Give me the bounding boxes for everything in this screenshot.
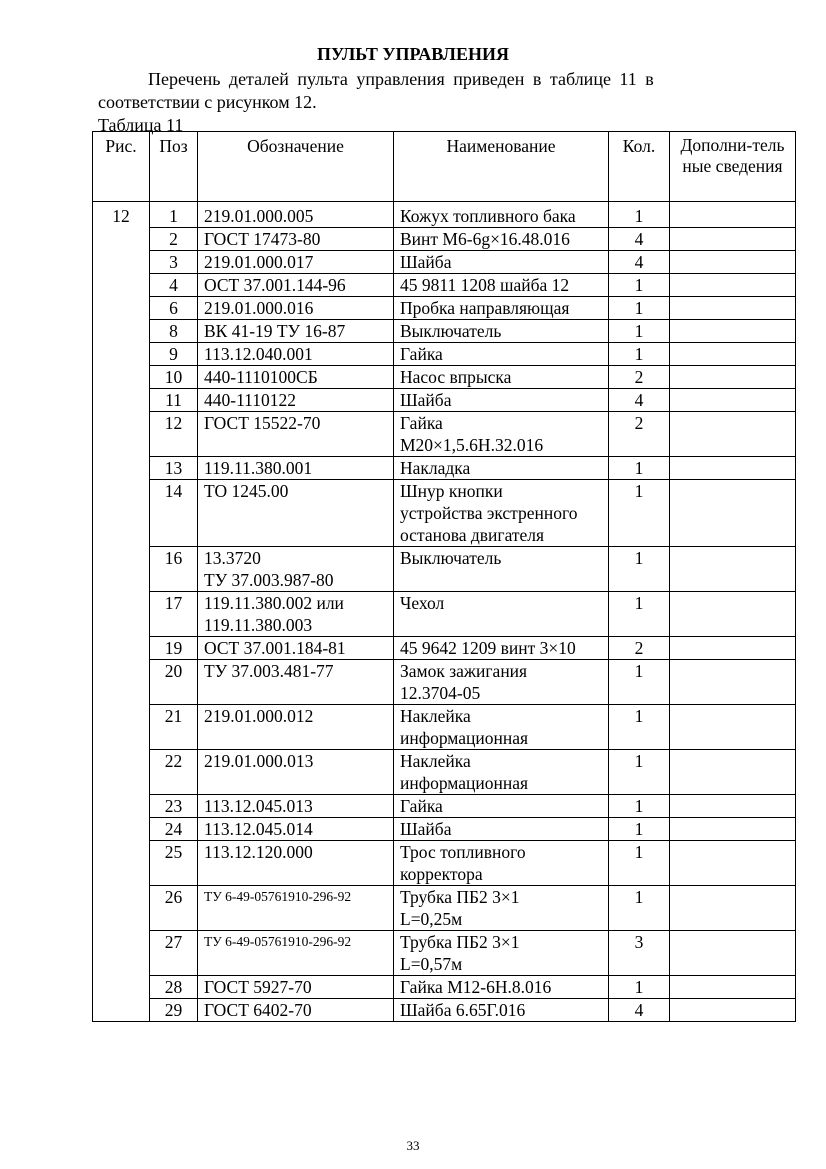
- table-body: [93, 202, 796, 1022]
- cell-figure: [93, 637, 150, 660]
- cell-designation: 219.01.000.013: [198, 750, 394, 795]
- table-row: [93, 320, 796, 343]
- cell-extra: [670, 841, 796, 886]
- cell-qty: 1: [609, 841, 670, 886]
- cell-qty: 1: [609, 818, 670, 841]
- cell-figure: [93, 841, 150, 886]
- cell-pos: 25: [150, 841, 198, 886]
- cell-name: Наклейка информационная: [394, 750, 609, 795]
- cell-designation: ОСТ 37.001.144-96: [198, 274, 394, 297]
- cell-figure: [93, 705, 150, 750]
- cell-extra: [670, 343, 796, 366]
- cell-figure: [93, 366, 150, 389]
- cell-name: Выключатель: [394, 320, 609, 343]
- cell-designation: ГОСТ 15522-70: [198, 412, 394, 457]
- table-row: [93, 999, 796, 1022]
- cell-qty: 1: [609, 750, 670, 795]
- cell-figure: [93, 976, 150, 999]
- cell-name: Чехол: [394, 592, 609, 637]
- table-row: [93, 818, 796, 841]
- cell-extra: [670, 366, 796, 389]
- cell-name: 45 9811 1208 шайба 12: [394, 274, 609, 297]
- cell-pos: 29: [150, 999, 198, 1022]
- cell-pos: 21: [150, 705, 198, 750]
- cell-designation: ГОСТ 5927-70: [198, 976, 394, 999]
- cell-pos: 9: [150, 343, 198, 366]
- cell-qty: 1: [609, 976, 670, 999]
- cell-designation: 113.12.045.014: [198, 818, 394, 841]
- table-row: [93, 228, 796, 251]
- cell-designation: 219.01.000.005: [198, 202, 394, 228]
- cell-name: 45 9642 1209 винт 3×10: [394, 637, 609, 660]
- cell-qty: 1: [609, 480, 670, 547]
- cell-pos: 27: [150, 931, 198, 976]
- cell-extra: [670, 750, 796, 795]
- cell-name: Винт М6-6g×16.48.016: [394, 228, 609, 251]
- cell-designation: ГОСТ 17473-80: [198, 228, 394, 251]
- cell-figure: [93, 274, 150, 297]
- cell-qty: 2: [609, 637, 670, 660]
- cell-designation: 440-1110122: [198, 389, 394, 412]
- cell-name: Кожух топливного бака: [394, 202, 609, 228]
- table-row: [93, 750, 796, 795]
- cell-pos: 14: [150, 480, 198, 547]
- cell-extra: [670, 886, 796, 931]
- cell-qty: 1: [609, 297, 670, 320]
- table-row: [93, 592, 796, 637]
- cell-name: Гайка: [394, 795, 609, 818]
- cell-extra: [670, 931, 796, 976]
- cell-pos: 23: [150, 795, 198, 818]
- cell-name: Пробка направляющая: [394, 297, 609, 320]
- cell-qty: 1: [609, 274, 670, 297]
- table-row: [93, 343, 796, 366]
- cell-figure: 12: [93, 202, 150, 228]
- cell-qty: 2: [609, 412, 670, 457]
- cell-extra: [670, 457, 796, 480]
- cell-extra: [670, 705, 796, 750]
- cell-figure: [93, 389, 150, 412]
- table-row: [93, 389, 796, 412]
- intro-line-2: соответствии с рисунком 12.: [98, 92, 317, 112]
- cell-designation: ТУ 6-49-05761910-296-92: [198, 886, 394, 931]
- cell-extra: [670, 297, 796, 320]
- cell-extra: [670, 202, 796, 228]
- cell-name: Трубка ПБ2 3×1 L=0,57м: [394, 931, 609, 976]
- cell-designation: ТУ 37.003.481-77: [198, 660, 394, 705]
- cell-qty: 2: [609, 366, 670, 389]
- cell-qty: 4: [609, 228, 670, 251]
- table-row: [93, 366, 796, 389]
- cell-pos: 28: [150, 976, 198, 999]
- cell-figure: [93, 660, 150, 705]
- cell-designation: ВК 41-19 ТУ 16-87: [198, 320, 394, 343]
- cell-figure: [93, 480, 150, 547]
- cell-qty: 4: [609, 999, 670, 1022]
- cell-extra: [670, 999, 796, 1022]
- cell-designation: 440-1110100СБ: [198, 366, 394, 389]
- cell-name: Трос топливного корректора: [394, 841, 609, 886]
- intro-line-1: Перечень деталей пульта управления приведен в таблице 11 в: [148, 69, 654, 89]
- cell-pos: 6: [150, 297, 198, 320]
- cell-pos: 22: [150, 750, 198, 795]
- cell-extra: [670, 637, 796, 660]
- cell-qty: 4: [609, 251, 670, 274]
- table-row: [93, 547, 796, 592]
- cell-figure: [93, 297, 150, 320]
- cell-name: Гайка: [394, 343, 609, 366]
- cell-qty: 3: [609, 931, 670, 976]
- header-fig: Рис.: [93, 132, 150, 202]
- parts-table: [92, 131, 796, 1022]
- header-extra: Дополни-тельные сведения: [670, 132, 796, 202]
- cell-pos: 11: [150, 389, 198, 412]
- cell-name: Шайба: [394, 818, 609, 841]
- cell-qty: 1: [609, 343, 670, 366]
- cell-name: Замок зажигания 12.3704-05: [394, 660, 609, 705]
- table-header-row: [93, 132, 796, 202]
- cell-name: Трубка ПБ2 3×1 L=0,25м: [394, 886, 609, 931]
- cell-figure: [93, 795, 150, 818]
- table-row: [93, 976, 796, 999]
- cell-qty: 1: [609, 886, 670, 931]
- header-qty: Кол.: [609, 132, 670, 202]
- cell-figure: [93, 412, 150, 457]
- cell-extra: [670, 274, 796, 297]
- cell-designation: ТУ 6-49-05761910-296-92: [198, 931, 394, 976]
- cell-pos: 2: [150, 228, 198, 251]
- cell-pos: 3: [150, 251, 198, 274]
- cell-figure: [93, 931, 150, 976]
- cell-extra: [670, 976, 796, 999]
- cell-extra: [670, 660, 796, 705]
- cell-pos: 4: [150, 274, 198, 297]
- header-pos: Поз: [150, 132, 198, 202]
- cell-pos: 16: [150, 547, 198, 592]
- cell-pos: 8: [150, 320, 198, 343]
- cell-pos: 17: [150, 592, 198, 637]
- cell-name: Накладка: [394, 457, 609, 480]
- page-number: 33: [406, 1138, 420, 1153]
- cell-figure: [93, 251, 150, 274]
- cell-designation: ГОСТ 6402-70: [198, 999, 394, 1022]
- cell-figure: [93, 320, 150, 343]
- header-name: Наименование: [394, 132, 609, 202]
- cell-name: Насос впрыска: [394, 366, 609, 389]
- cell-figure: [93, 228, 150, 251]
- table-row: [93, 705, 796, 750]
- cell-qty: 1: [609, 795, 670, 818]
- cell-name: Наклейка информационная: [394, 705, 609, 750]
- table-row: [93, 795, 796, 818]
- cell-extra: [670, 592, 796, 637]
- cell-figure: [93, 547, 150, 592]
- cell-pos: 1: [150, 202, 198, 228]
- cell-designation: 119.11.380.002 или 119.11.380.003: [198, 592, 394, 637]
- cell-qty: 1: [609, 660, 670, 705]
- cell-name: Шнур кнопки устройства экстренного останова двигателя: [394, 480, 609, 547]
- cell-extra: [670, 412, 796, 457]
- cell-designation: 13.3720 ТУ 37.003.987-80: [198, 547, 394, 592]
- cell-extra: [670, 389, 796, 412]
- cell-designation: 113.12.045.013: [198, 795, 394, 818]
- cell-pos: 24: [150, 818, 198, 841]
- cell-designation: 219.01.000.016: [198, 297, 394, 320]
- cell-qty: 1: [609, 202, 670, 228]
- cell-pos: 20: [150, 660, 198, 705]
- cell-extra: [670, 818, 796, 841]
- table-caption: Таблица 11: [98, 115, 184, 135]
- table-row: [93, 412, 796, 457]
- cell-qty: 1: [609, 592, 670, 637]
- cell-qty: 1: [609, 705, 670, 750]
- cell-name: Гайка М20×1,5.6Н.32.016: [394, 412, 609, 457]
- cell-qty: 1: [609, 457, 670, 480]
- table-row: [93, 202, 796, 228]
- cell-figure: [93, 818, 150, 841]
- table-row: [93, 480, 796, 547]
- cell-extra: [670, 228, 796, 251]
- cell-extra: [670, 480, 796, 547]
- cell-name: Шайба: [394, 251, 609, 274]
- cell-pos: 12: [150, 412, 198, 457]
- cell-name: Гайка М12-6Н.8.016: [394, 976, 609, 999]
- cell-name: Шайба: [394, 389, 609, 412]
- page-title: ПУЛЬТ УПРАВЛЕНИЯ: [317, 44, 509, 64]
- table-row: [93, 251, 796, 274]
- table-row: [93, 931, 796, 976]
- cell-figure: [93, 886, 150, 931]
- table-row: [93, 660, 796, 705]
- table-row: [93, 297, 796, 320]
- table-row: [93, 637, 796, 660]
- cell-figure: [93, 592, 150, 637]
- table-row: [93, 886, 796, 931]
- cell-qty: 4: [609, 389, 670, 412]
- cell-pos: 10: [150, 366, 198, 389]
- cell-designation: ТО 1245.00: [198, 480, 394, 547]
- cell-figure: [93, 457, 150, 480]
- header-designation: Обозначение: [198, 132, 394, 202]
- table-row: [93, 274, 796, 297]
- cell-designation: 219.01.000.012: [198, 705, 394, 750]
- cell-extra: [670, 251, 796, 274]
- cell-extra: [670, 795, 796, 818]
- cell-designation: 219.01.000.017: [198, 251, 394, 274]
- cell-qty: 1: [609, 547, 670, 592]
- cell-designation: 119.11.380.001: [198, 457, 394, 480]
- cell-designation: ОСТ 37.001.184-81: [198, 637, 394, 660]
- cell-qty: 1: [609, 320, 670, 343]
- cell-figure: [93, 999, 150, 1022]
- cell-pos: 19: [150, 637, 198, 660]
- cell-designation: 113.12.120.000: [198, 841, 394, 886]
- table-row: [93, 841, 796, 886]
- cell-extra: [670, 547, 796, 592]
- cell-figure: [93, 343, 150, 366]
- cell-extra: [670, 320, 796, 343]
- cell-figure: [93, 750, 150, 795]
- cell-name: Шайба 6.65Г.016: [394, 999, 609, 1022]
- cell-designation: 113.12.040.001: [198, 343, 394, 366]
- cell-name: Выключатель: [394, 547, 609, 592]
- cell-pos: 13: [150, 457, 198, 480]
- cell-pos: 26: [150, 886, 198, 931]
- table-row: [93, 457, 796, 480]
